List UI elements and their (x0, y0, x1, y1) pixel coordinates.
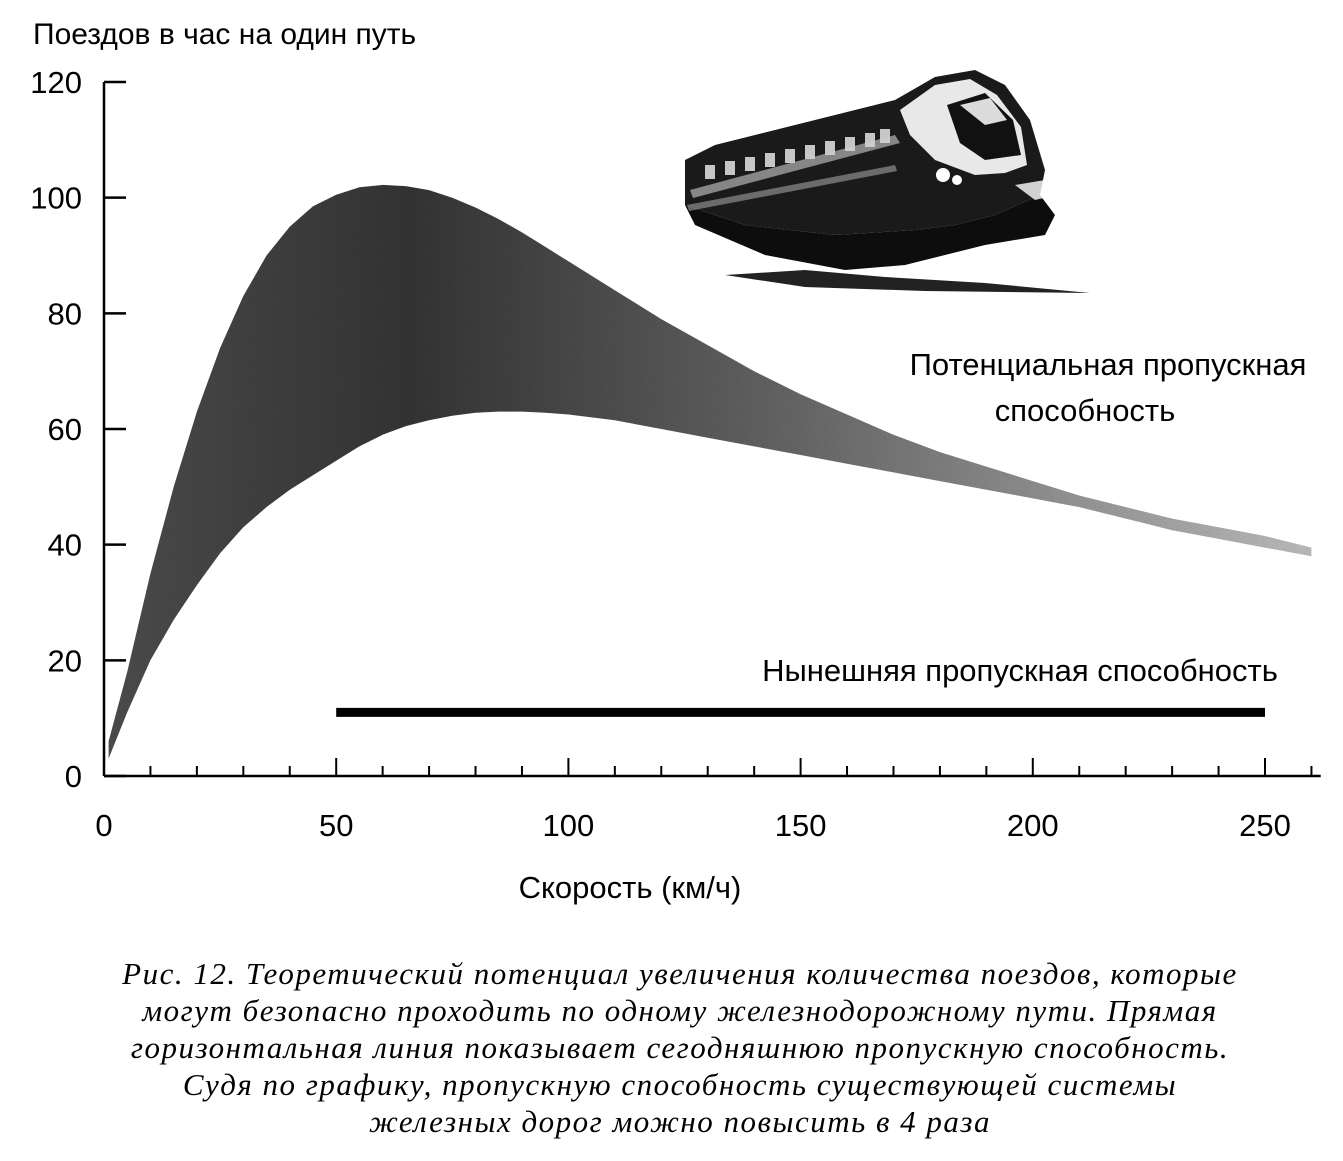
caption-line: железных дорог можно повысить в 4 раза (368, 1104, 992, 1139)
x-tick-label: 0 (95, 808, 113, 843)
y-tick-label: 60 (47, 412, 82, 447)
y-axis (30, 65, 126, 794)
current-capacity-label: Нынешняя пропускная способность (762, 653, 1278, 688)
figure-caption (30, 955, 1330, 1140)
caption-line: Судя по графику, пропускную способность существующей системы (182, 1067, 1178, 1102)
potential-capacity-label-line2: способность (994, 393, 1176, 428)
y-tick-label: 40 (47, 527, 82, 563)
caption-line: Рис. 12. Теоретический потенциал увеличения количества поездов, которые (122, 956, 1238, 991)
x-axis-label: Скорость (км/ч) (518, 870, 742, 905)
y-tick-label: 80 (47, 296, 82, 332)
y-axis-label: Поездов в час на один путь (33, 18, 417, 51)
caption-line: могут безопасно проходить по одному железнодорожному пути. Прямая (142, 993, 1218, 1028)
y-tick-label: 0 (64, 759, 82, 794)
x-tick-label: 250 (1239, 808, 1291, 843)
y-tick-label: 20 (47, 643, 82, 679)
x-axis (95, 758, 1320, 843)
y-tick-label: 120 (30, 65, 82, 100)
x-tick-label: 50 (318, 808, 354, 843)
train-icon (685, 70, 1090, 293)
x-tick-label: 200 (1006, 808, 1059, 843)
x-tick-label: 100 (542, 808, 595, 843)
caption-line: горизонтальная линия показывает сегодняшнюю пропускную способность. (130, 1030, 1230, 1065)
y-tick-label: 100 (30, 180, 82, 216)
potential-capacity-label-line1: Потенциальная пропускная (909, 347, 1307, 382)
x-tick-label: 150 (774, 808, 827, 843)
